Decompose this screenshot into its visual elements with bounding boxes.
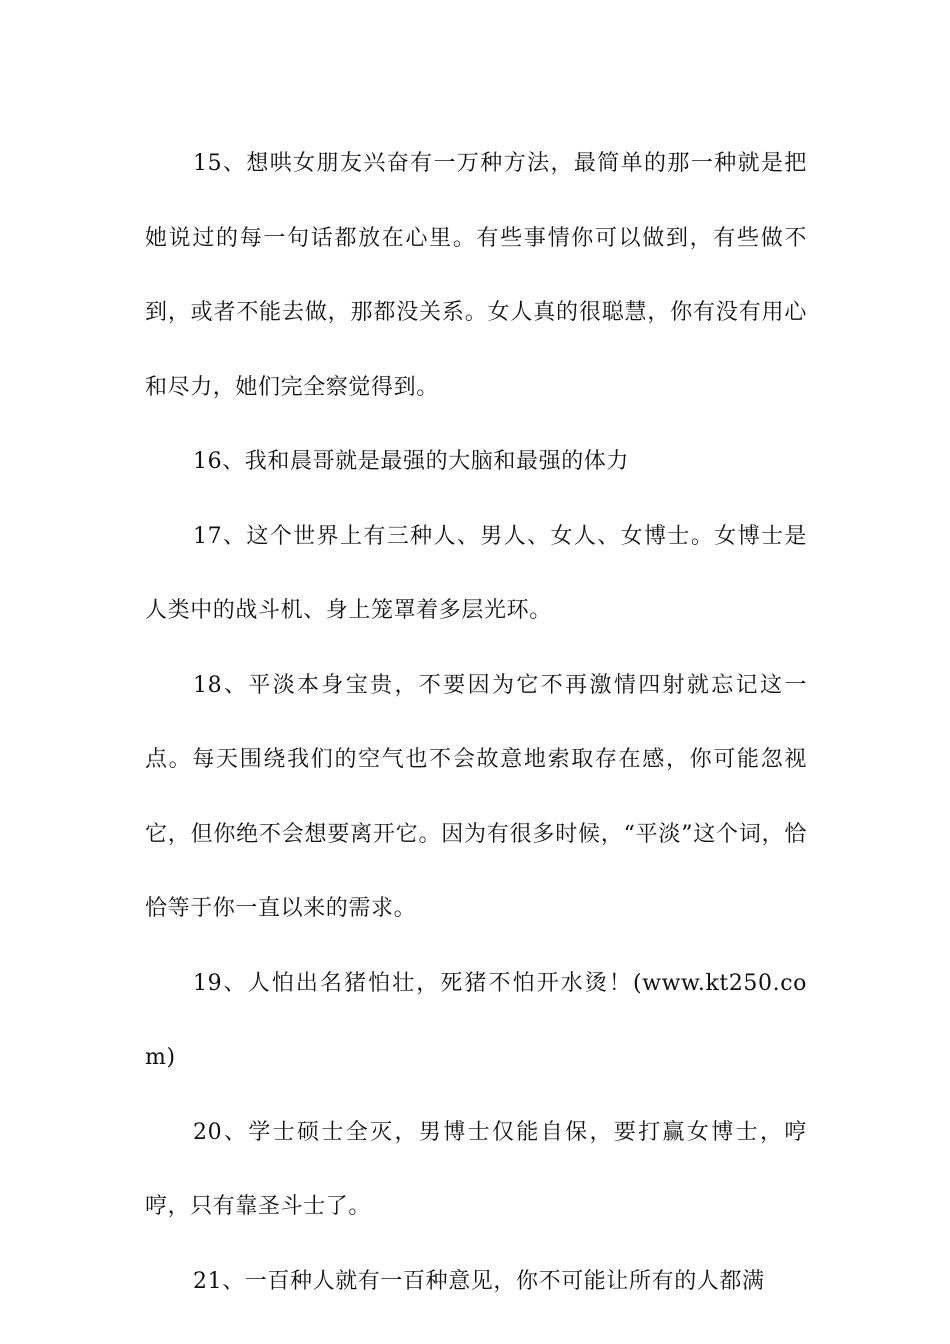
paragraph-19: 19、人怕出名猪怕壮，死猪不怕开水烫！(www.kt250.com) [145,970,807,1070]
document-body [145,127,807,1319]
paragraph-16: 16、我和晨哥就是最强的大脑和最强的体力 [193,449,629,474]
paragraph-15: 15、想哄女朋友兴奋有一万种方法，最简单的那一种就是把她说过的每一句话都放在心里。有些事情你可以做到，有些做不到，或者不能去做，那都没关系。女人真的很聪慧，你有没有用心和尽力，她们完全察觉得到。 [145,151,807,400]
paragraph-17: 17、这个世界上有三种人、男人、女人、女博士。女博士是人类中的战斗机、身上笼罩着多层光环。 [145,523,807,623]
paragraph-18: 18、平淡本身宝贵，不要因为它不再激情四射就忘记这一点。每天围绕我们的空气也不会故意地索取存在感，你可能忽视它，但你绝不会想要离开它。因为有很多时候，“平淡”这个词，恰恰等于你一直以来的需求。 [145,672,807,921]
paragraph-20: 20、学士硕士全灭，男博士仅能自保，要打赢女博士，哼哼，只有靠圣斗士了。 [145,1119,807,1219]
paragraph-21: 21、一百种人就有一百种意见，你不可能让所有的人都满 [193,1268,765,1294]
